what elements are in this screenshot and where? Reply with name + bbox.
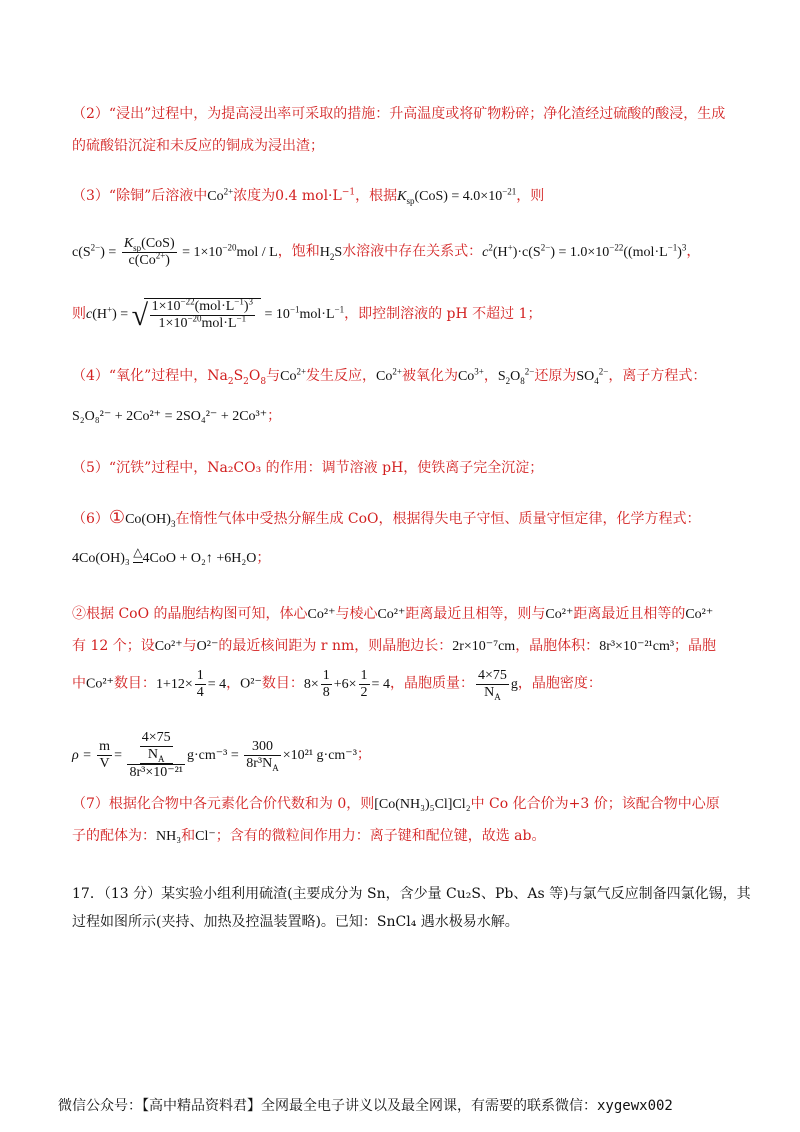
answer-4-equation: S₂O₈²⁻ + 2Co²⁺ = 2SO₄²⁻ + 2Co³⁺； [72,408,282,424]
cs-equation: $c(S^{2-})$ = $\frac{K_{sp}(CoS)}{c(Co^{2+})}$ = $1\times 10^{-20}mol / L$ [72,236,278,268]
answer-6-line-3: 有 12 个；设Co²⁺与O²⁻的最近核间距为 r nm，则晶胞边长：2r×10⁻⁷cm，晶胞体积：8r³×10⁻²¹cm³；晶胞 [72,638,717,654]
ksp-fraction: $\frac{K_{sp}(CoS)}{c(Co^{2+})}$ [123,236,175,268]
answer-3-line-1: （3）“除铜”后溶液中$Co^{2+}$浓度为0.4 $mol\cdot L^{-1}$，根据$K_{sp}(CoS) = 4.0\times 10^{-21}$，则 [72,186,545,206]
heat-symbol: △ [133,542,142,563]
answer-2-line-1: （2）“浸出”过程中，为提高浸出率可采取的措施：升高温度或将矿物粉碎；净化渣经过硫酸的酸浸，生成 [72,106,726,122]
answer-6-line-2: ②根据 CoO 的晶胞结构图可知，体心Co²⁺与棱心Co²⁺距离最近且相等，则与Co²⁺距离最近且相等的Co²⁺ [72,606,714,622]
answer-6-line-1: $(6)①Co(OH)_3$在惰性气体中受热分解生成 CoO，根据得失电子守恒、质量守恒定律，化学方程式： [72,507,701,529]
answer-6-equation: 4Co(OH)₃ △4CoO + O₂↑ +6H₂O； [72,548,740,569]
sqrt-expression: √ $\frac{1\times 10^{-22}(mol\cdot L^{-1})^3}{1\times 10^{-20}mol\cdot L^{-1}}$ [132,298,261,332]
ch-equation: c(H+) = √ $\frac{1\times 10^{-22}(mol\cdot L^{-1})^3}{1\times 10^{-20}mol\cdot L^{-1}}$ = $10^{-1}mol\cdot L^{-1}$ [86,296,345,332]
answer-3-line-2: $c(S^{2-})$ = $\frac{K_{sp}(CoS)}{c(Co^{2+})}$ = $1\times 10^{-20}mol / L$，饱和$H_2S$水溶液中存在关系式：$c^2(H^+)\cdot c(S^{2-}) = 1.0\times 10^{-22}((mol\cdot L^{-1})^3$， [72,236,701,268]
density-equation: ρ = $\frac{m}{V}$ = $\frac{\frac{4\times 75}{N_A}}{\text{8r³×10⁻²¹}}$ g·cm⁻³ = $\frac{300}{8r^3N_A}$ ×10²¹ g·cm⁻³； [72,730,371,780]
answer-5: （5）“沉铁”过程中，Na₂CO₃ 的作用：调节溶液 pH，使铁离子完全沉淀； [72,460,544,476]
answer-7-line-2: 子的配体为：NH₃和Cl⁻；含有的微粒间作用力：离子键和配位键，故选 ab。 [72,828,546,844]
answer-7-line-1: （7）根据化合物中各元素化合价代数和为 0，则[Co(NH₃)₅Cl]Cl₂中 Co 化合价为+3 价；该配合物中心原 [72,796,720,812]
relation-equation: $c^2(H^+)\cdot c(S^{2-}) = 1.0\times 10^{-22}((mol\cdot L^{-1})^3$ [482,242,687,260]
answer-3-line-3: 则c(H+) = √ $\frac{1\times 10^{-22}(mol\cdot L^{-1})^3}{1\times 10^{-20}mol\cdot L^{-1}}$ = $10^{-1}mol\cdot L^{-1}$，即控制溶液的 pH 不超过 1； [72,296,542,332]
footer-watermark: 微信公众号：【高中精品资料君】全网最全电子讲义以及最全网课，有需要的联系微信：xygewx002 [58,1098,673,1114]
answer-2-line-2: 的硫酸铅沉淀和未反应的铜成为浸出渣； [72,138,324,154]
answer-4-line-1: （4）“氧化”过程中，$Na_2S_2O_8$与$Co^{2+}$发生反应，$Co^{2+}$被氧化为$Co^{3+}$，$S_2O_8^{2-}$还原为$SO_4^{2-}$，离子方程式： [72,366,707,387]
answer-6-line-4: 中Co²⁺数目：1+12× $\frac{1}{4}$ = 4，O²⁻数目：8× $\frac{1}{8}$ +6× $\frac{1}{2}$ = 4，晶胞质量： $\frac{4\times 75}{N_A}$ g，晶胞密度： [72,668,602,702]
question-17-line-2: 过程如图所示(夹持、加热及控温装置略)。已知：SnCl₄ 遇水极易水解。 [72,914,519,930]
question-17-line-1: 17．（13 分）某实验小组利用硫渣(主要成分为 Sn，含少量 Cu₂S、Pb、As 等)与氯气反应制备四氯化锡，其 [72,886,751,902]
